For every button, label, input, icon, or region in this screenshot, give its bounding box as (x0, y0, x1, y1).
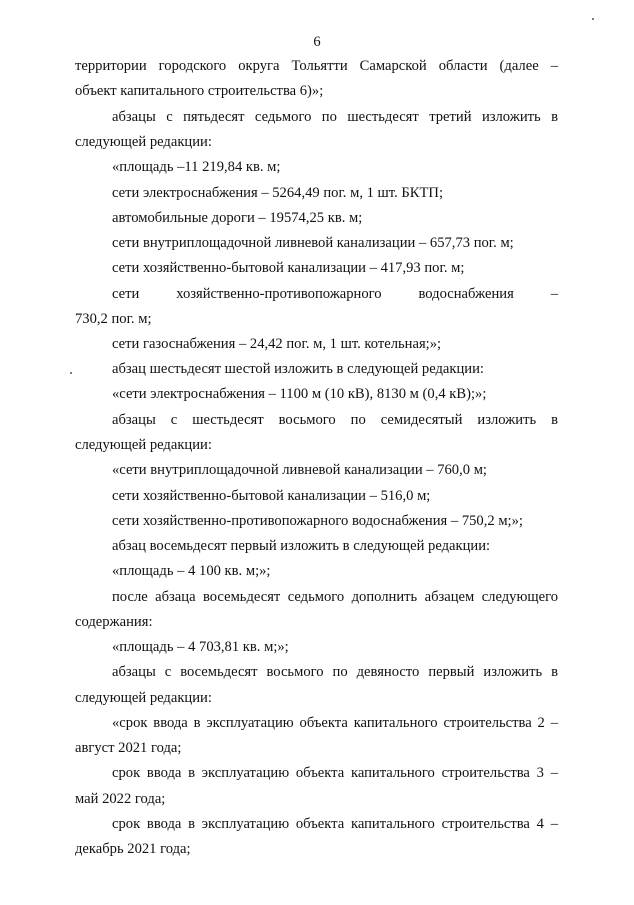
text-line: абзацы с восемьдесят восьмого по девяносто первый изложить в (112, 664, 558, 680)
text-line: срок ввода в эксплуатацию объекта капитального строительства 4 – (112, 816, 558, 832)
text-line: сети газоснабжения – 24,42 пог. м, 1 шт. котельная;»; (112, 336, 442, 352)
text-line: содержания: (75, 614, 153, 630)
text-line: срок ввода в эксплуатацию объекта капитального строительства 3 – (112, 765, 558, 781)
text-line: следующей редакции: (75, 690, 212, 706)
text-line: сети хозяйственно-бытовой канализации – 417,93 пог. м; (112, 260, 465, 276)
text-line: сети хозяйственно-противопожарного водоснабжения – (112, 286, 558, 302)
text-line: «сети электроснабжения – 1100 м (10 кВ), 8130 м (0,4 кВ);»; (112, 386, 487, 402)
text-line: автомобильные дороги – 19574,25 кв. м; (112, 210, 363, 226)
text-line: «площадь – 4 100 кв. м;»; (112, 563, 271, 579)
text-line: август 2021 года; (75, 740, 182, 756)
text-line: «сети внутриплощадочной ливневой канализации – 760,0 м; (112, 462, 487, 478)
text-line: объект капитального строительства 6)»; (75, 83, 324, 99)
text-line: следующей редакции: (75, 134, 212, 150)
scan-speck (70, 372, 72, 374)
text-line: сети хозяйственно-бытовой канализации – 516,0 м; (112, 488, 431, 504)
text-line: территории городского округа Тольятти Самарской области (далее – (75, 58, 558, 74)
text-line: абзац восемьдесят первый изложить в следующей редакции: (112, 538, 491, 554)
text-line: 730,2 пог. м; (75, 311, 152, 327)
text-line: сети внутриплощадочной ливневой канализации – 657,73 пог. м; (112, 235, 514, 251)
text-line: «площадь – 4 703,81 кв. м;»; (112, 639, 289, 655)
text-line: абзацы с пятьдесят седьмого по шестьдесят третий изложить в (112, 109, 558, 125)
text-line: «срок ввода в эксплуатацию объекта капитального строительства 2 – (112, 715, 558, 731)
text-line: после абзаца восемьдесят седьмого дополнить абзацем следующего (112, 589, 558, 605)
text-line: «площадь –11 219,84 кв. м; (112, 159, 281, 175)
text-line: абзацы с шестьдесят восьмого по семидесятый изложить в (112, 412, 558, 428)
text-line: декабрь 2021 года; (75, 841, 191, 857)
text-line: следующей редакции: (75, 437, 212, 453)
text-line: сети электроснабжения – 5264,49 пог. м, 1 шт. БКТП; (112, 185, 443, 201)
text-line: сети хозяйственно-противопожарного водоснабжения – 750,2 м;»; (112, 513, 523, 529)
text-line: абзац шестьдесят шестой изложить в следующей редакции: (112, 361, 484, 377)
text-line: май 2022 года; (75, 791, 166, 807)
page-number: 6 (313, 34, 321, 50)
scan-speck (592, 18, 594, 20)
